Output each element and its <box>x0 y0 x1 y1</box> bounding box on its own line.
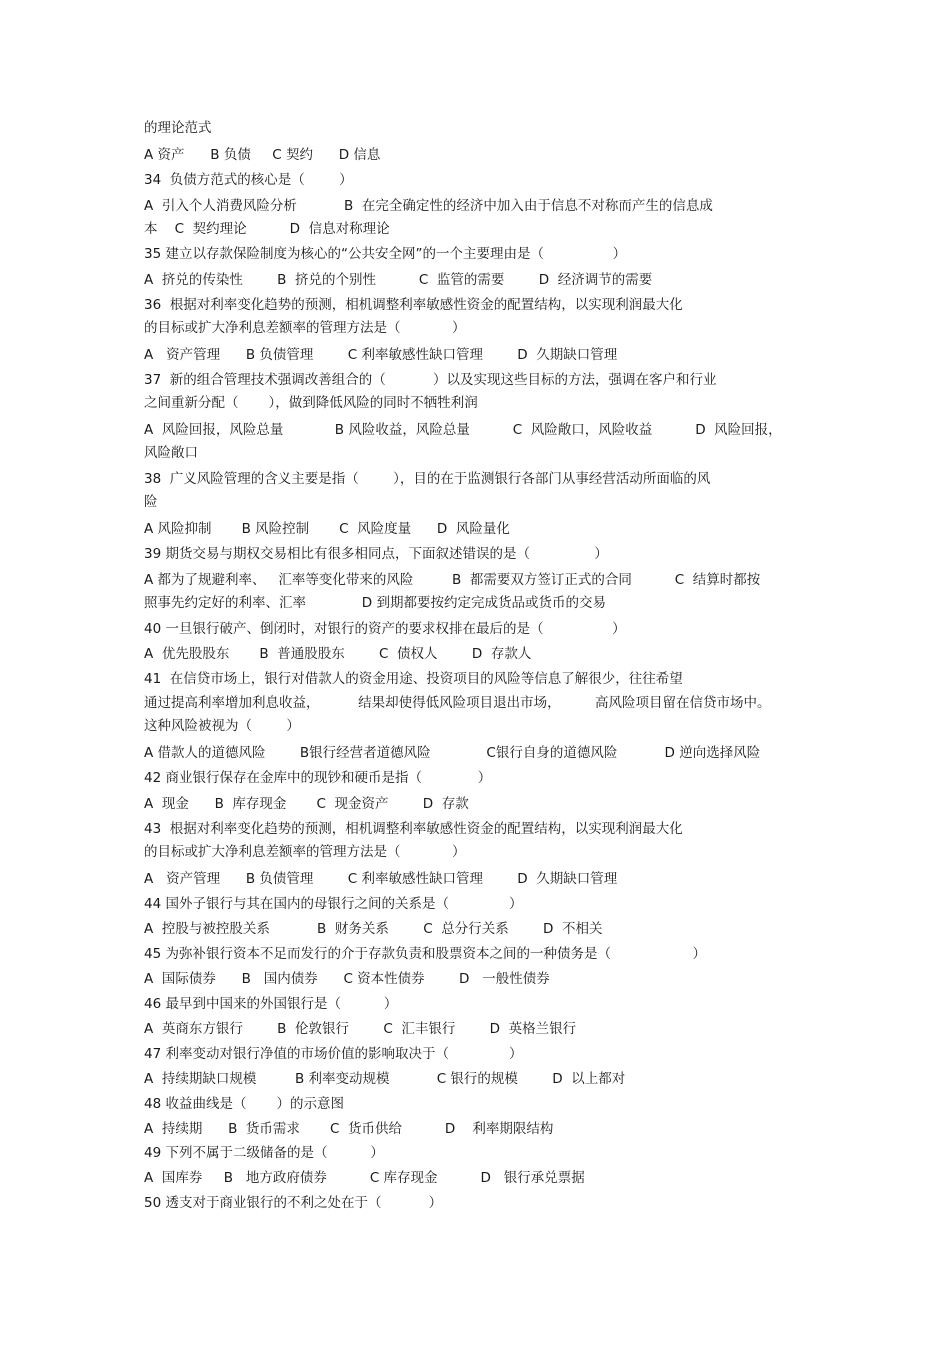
text-line: A 持续期缺口规模 B 利率变动规模 C 银行的规模 D 以上都对 <box>144 1071 626 1087</box>
text-line: A 挤兑的传染性 B 挤兑的个别性 C 监管的需要 D 经济调节的需要 <box>144 272 653 288</box>
text-line: 的理论范式 <box>144 120 212 136</box>
text-line: 50 透支对于商业银行的不利之处在于（ ） <box>144 1195 443 1211</box>
text-line: A 引入个人消费风险分析 B 在完全确定性的经济中加入由于信息不对称而产生的信息成 <box>144 198 713 214</box>
text-line: A 持续期 B 货币需求 C 货币供给 D 利率期限结构 <box>144 1121 554 1137</box>
text-line: 46 最早到中国来的外国银行是（ ） <box>144 996 398 1012</box>
text-line: 34 负债方范式的核心是（ ） <box>144 172 353 188</box>
text-line: 38 广义风险管理的含义主要是指（ ），目的在于监测银行各部门从事经营活动所面临的风 <box>144 471 711 487</box>
text-line: A 优先股股东 B 普通股股东 C 债权人 D 存款人 <box>144 646 532 662</box>
text-line: 42 商业银行保存在金库中的现钞和硬币是指（ ） <box>144 770 492 786</box>
text-line: 险 <box>144 494 158 510</box>
text-line: 通过提高利率增加利息收益， 结果却使得低风险项目退出市场， 高风险项目留在信贷市场中。 <box>144 695 771 711</box>
text-line: A 资产 B 负债 C 契约 D 信息 <box>144 147 381 163</box>
text-line: 的目标或扩大净利息差额率的管理方法是（ ） <box>144 320 466 336</box>
text-line: 43 根据对利率变化趋势的预测，相机调整利率敏感性资金的配置结构，以实现利润最大化 <box>144 821 683 837</box>
text-line: A 现金 B 库存现金 C 现金资产 D 存款 <box>144 796 469 812</box>
text-line: 40 一旦银行破产、倒闭时，对银行的资产的要求权排在最后的是（ ） <box>144 621 626 637</box>
text-line: 本 C 契约理论 D 信息对称理论 <box>144 221 390 237</box>
text-line: 45 为弥补银行资本不足而发行的介于存款负责和股票资本之间的一种债务是（ ） <box>144 946 707 962</box>
text-line: 35 建立以存款保险制度为核心的“公共安全网”的一个主要理由是（ ） <box>144 246 627 262</box>
text-line: A 英商东方银行 B 伦敦银行 C 汇丰银行 D 英格兰银行 <box>144 1021 577 1037</box>
text-line: 47 利率变动对银行净值的市场价值的影响取决于（ ） <box>144 1046 523 1062</box>
text-line: 49 下列不属于二级储备的是（ ） <box>144 1145 384 1161</box>
text-line: 的目标或扩大净利息差额率的管理方法是（ ） <box>144 844 466 860</box>
text-line: 36 根据对利率变化趋势的预测，相机调整利率敏感性资金的配置结构，以实现利润最大化 <box>144 297 683 313</box>
text-line: A 控股与被控股关系 B 财务关系 C 总分行关系 D 不相关 <box>144 921 603 937</box>
text-line: A 国库券 B 地方政府债券 C 库存现金 D 银行承兑票据 <box>144 1170 585 1186</box>
text-line: 照事先约定好的利率、汇率 D 到期都要按约定完成货品或货币的交易 <box>144 595 606 611</box>
text-line: 之间重新分配（ ），做到降低风险的同时不牺牲利润 <box>144 395 478 411</box>
text-line: 41 在信贷市场上，银行对借款人的资金用途、投资项目的风险等信息了解很少，往往希望 <box>144 671 683 687</box>
text-line: 48 收益曲线是（ ）的示意图 <box>144 1096 345 1112</box>
text-line: A 都为了规避利率、 汇率等变化带来的风险 B 都需要双方签订正式的合同 C 结算时都按 <box>144 572 761 588</box>
text-line: 44 国外子银行与其在国内的母银行之间的关系是（ ） <box>144 896 523 912</box>
text-line: A 国际债券 B 国内债券 C 资本性债券 D 一般性债券 <box>144 971 550 987</box>
text-line: 37 新的组合管理技术强调改善组合的（ ）以及实现这些目标的方法，强调在客户和行业 <box>144 372 717 388</box>
text-line: A 资产管理 B 负债管理 C 利率敏感性缺口管理 D 久期缺口管理 <box>144 871 618 887</box>
text-line: A 风险回报，风险总量 B 风险收益，风险总量 C 风险敞口，风险收益 D 风险回报， <box>144 422 782 438</box>
text-line: A 借款人的道德风险 B银行经营者道德风险 C银行自身的道德风险 D 逆向选择风险 <box>144 745 761 761</box>
text-line: A 风险抑制 B 风险控制 C 风险度量 D 风险量化 <box>144 521 510 537</box>
text-line: 风险敞口 <box>144 445 198 461</box>
text-line: A 资产管理 B 负债管理 C 利率敏感性缺口管理 D 久期缺口管理 <box>144 347 618 363</box>
text-line: 39 期货交易与期权交易相比有很多相同点，下面叙述错误的是（ ） <box>144 546 608 562</box>
text-line: 这种风险被视为（ ） <box>144 718 300 734</box>
